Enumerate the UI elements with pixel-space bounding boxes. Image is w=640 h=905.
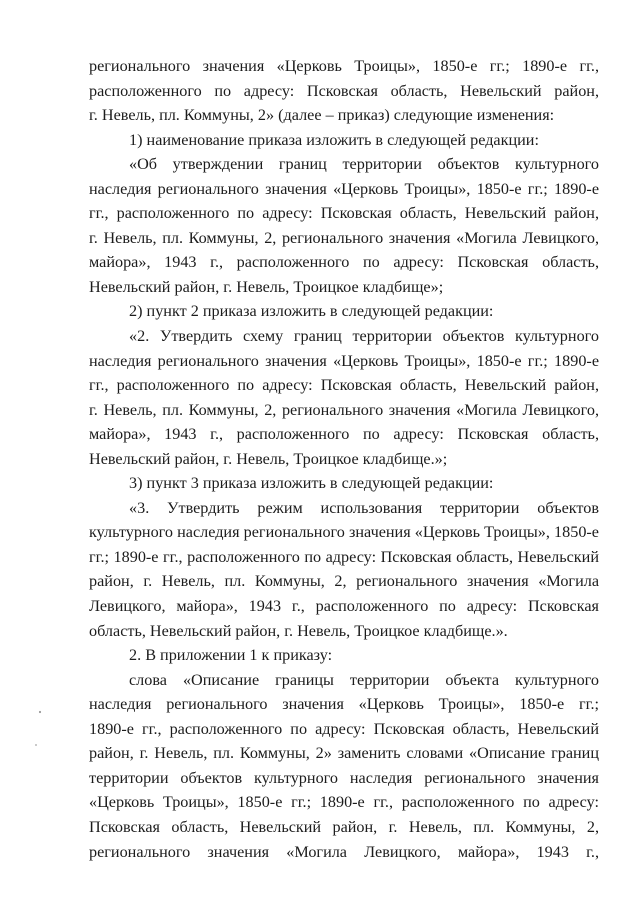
paragraph-last-line: 1) наименование приказа изложить в следующей редакции:	[129, 130, 539, 149]
scan-speck	[35, 744, 37, 746]
paragraph-line: майора», 1943 г., расположенного по адресу: Псковская область,	[89, 253, 599, 272]
paragraph-line: территории объектов культурного наследия регионального значения	[89, 768, 599, 787]
paragraph-line: слова «Описание границы территории объекта культурного	[129, 670, 599, 689]
scan-speck	[39, 711, 41, 713]
paragraph-line: район, г. Невель, пл. Коммуны, 2» заменить словами «Описание границ	[89, 744, 599, 763]
paragraph-line: культурного наследия регионального значения «Церковь Троицы», 1850-е	[89, 523, 599, 542]
paragraph-line: гг., расположенного по адресу: Псковская область, Невельский район,	[89, 204, 599, 223]
paragraph-line: регионального значения «Могила Левицкого, майора», 1943 г.,	[89, 842, 599, 861]
paragraph-line: Псковская область, Невельский район, г. Невель, пл. Коммуны, 2,	[89, 817, 599, 836]
paragraph-line: расположенного по адресу: Псковская область, Невельский район,	[89, 81, 599, 100]
paragraph-line: наследия регионального значения «Церковь Троицы», 1850-е гг.;	[89, 695, 599, 714]
paragraph-line: регионального значения «Церковь Троицы», 1850-е гг.; 1890-е гг.,	[89, 57, 599, 75]
paragraph-last-line: Невельский район, г. Невель, Троицкое кладбище.»;	[89, 449, 448, 468]
paragraph-line: «Церковь Троицы», 1850-е гг.; 1890-е гг., расположенного по адресу:	[89, 793, 599, 812]
paragraph-line: наследия регионального значения «Церковь Троицы», 1850-е гг.; 1890-е	[89, 179, 599, 198]
paragraph-line: «3. Утвердить режим использования территории объектов	[129, 498, 599, 517]
paragraph-line: г. Невель, пл. Коммуны, 2, регионального значения «Могила Левицкого,	[89, 228, 599, 247]
paragraph-line: майора», 1943 г., расположенного по адресу: Псковская область,	[89, 425, 599, 444]
paragraph-line: «Об утверждении границ территории объектов культурного	[129, 155, 599, 174]
paragraph-last-line: 3) пункт 3 приказа изложить в следующей редакции:	[129, 474, 494, 493]
paragraph-line: 1890-е гг., расположенного по адресу: Псковская область, Невельский	[89, 719, 599, 738]
paragraph-line: «2. Утвердить схему границ территории объектов культурного	[129, 327, 599, 346]
paragraph-line: г. Невель, пл. Коммуны, 2, регионального значения «Могила Левицкого,	[89, 400, 599, 419]
paragraph-last-line: 2. В приложении 1 к приказу:	[129, 646, 333, 665]
paragraph-last-line: 2) пункт 2 приказа изложить в следующей редакции:	[129, 302, 494, 321]
paragraph-line: гг.; 1890-е гг., расположенного по адресу: Псковская область, Невельский	[89, 547, 599, 566]
paragraph-last-line: Невельский район, г. Невель, Троицкое кладбище»;	[89, 277, 444, 296]
paragraph-line: район, г. Невель, пл. Коммуны, 2, регионального значения «Могила	[89, 572, 599, 591]
paragraph-line: наследия регионального значения «Церковь Троицы», 1850-е гг.; 1890-е	[89, 351, 599, 370]
paragraph-line: гг., расположенного по адресу: Псковская область, Невельский район,	[89, 376, 599, 395]
paragraph-line: Левицкого, майора», 1943 г., расположенного по адресу: Псковская	[89, 597, 599, 616]
paragraph-last-line: область, Невельский район, г. Невель, Троицкое кладбище.».	[89, 621, 508, 640]
document-body	[89, 54, 599, 864]
paragraph-last-line: г. Невель, пл. Коммуны, 2» (далее – приказ) следующие изменения:	[89, 106, 555, 125]
